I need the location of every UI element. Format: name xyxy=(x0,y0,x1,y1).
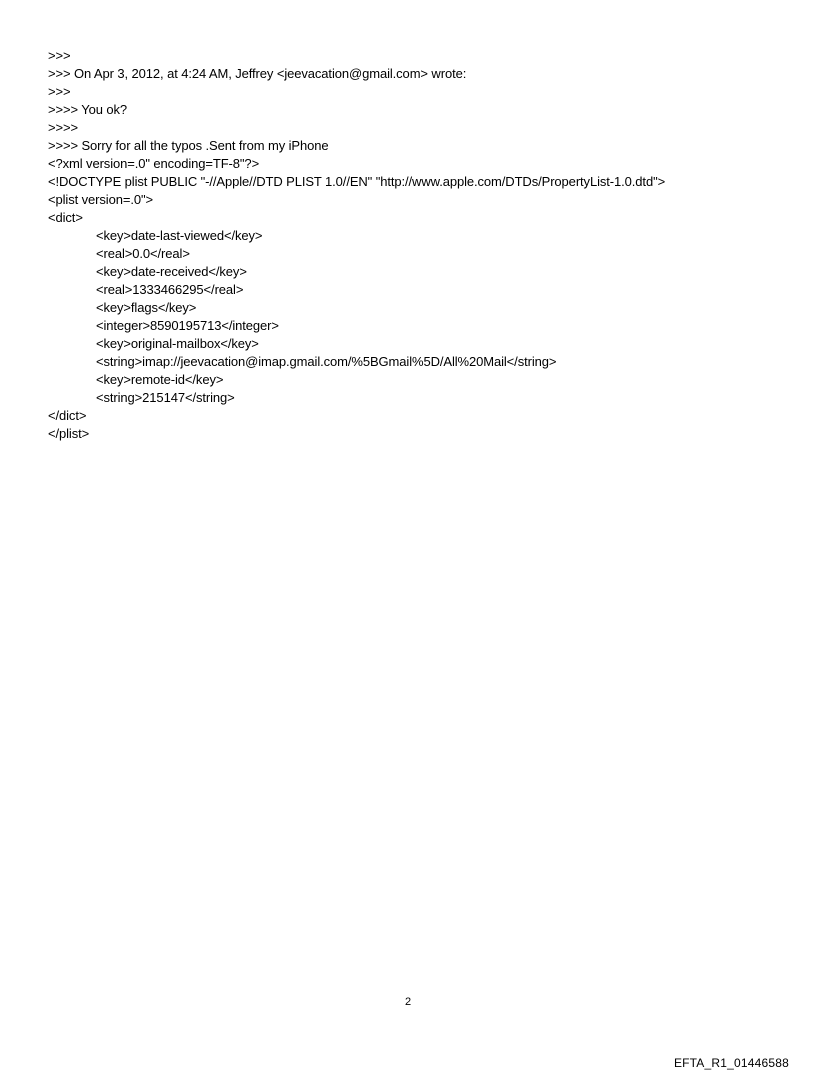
plist-entry-line: <key>flags</key> xyxy=(96,300,197,315)
plist-entry-line: <string>imap://jeevacation@imap.gmail.com/%5BGmail%5D/All%20Mail</string> xyxy=(96,354,557,369)
plist-entry-line: <key>date-received</key> xyxy=(96,264,247,279)
doctype-line: <!DOCTYPE plist PUBLIC "-//Apple//DTD PLIST 1.0//EN" "http://www.apple.com/DTDs/PropertyList-1.0.dtd"> xyxy=(48,174,666,189)
dict-close-line: </dict> xyxy=(48,408,87,423)
plist-entry-line: <key>date-last-viewed</key> xyxy=(96,228,263,243)
plist-entry-line: <real>0.0</real> xyxy=(96,246,190,261)
dict-open-line: <dict> xyxy=(48,210,83,225)
quote-line: >>> xyxy=(48,84,71,99)
plist-entry-line: <real>1333466295</real> xyxy=(96,282,244,297)
email-body xyxy=(48,47,788,443)
plist-close-line: </plist> xyxy=(48,426,90,441)
quote-line: >>> xyxy=(48,48,71,63)
quote-message-line: >>>> Sorry for all the typos .Sent from my iPhone xyxy=(48,138,329,153)
quote-header-line: >>> On Apr 3, 2012, at 4:24 AM, Jeffrey <jeevacation@gmail.com> wrote: xyxy=(48,66,467,81)
page-number: 2 xyxy=(404,996,412,1008)
plist-entry-line: <string>215147</string> xyxy=(96,390,235,405)
plist-entry-line: <key>original-mailbox</key> xyxy=(96,336,259,351)
xml-declaration-line: <?xml version=.0" encoding=TF-8"?> xyxy=(48,156,260,171)
plist-open-line: <plist version=.0"> xyxy=(48,192,153,207)
plist-entry-line: <integer>8590195713</integer> xyxy=(96,318,279,333)
plist-entry-line: <key>remote-id</key> xyxy=(96,372,224,387)
quote-line: >>>> xyxy=(48,120,78,135)
quote-message-line: >>>> You ok? xyxy=(48,102,128,117)
bates-number: EFTA_R1_01446588 xyxy=(673,1056,789,1070)
